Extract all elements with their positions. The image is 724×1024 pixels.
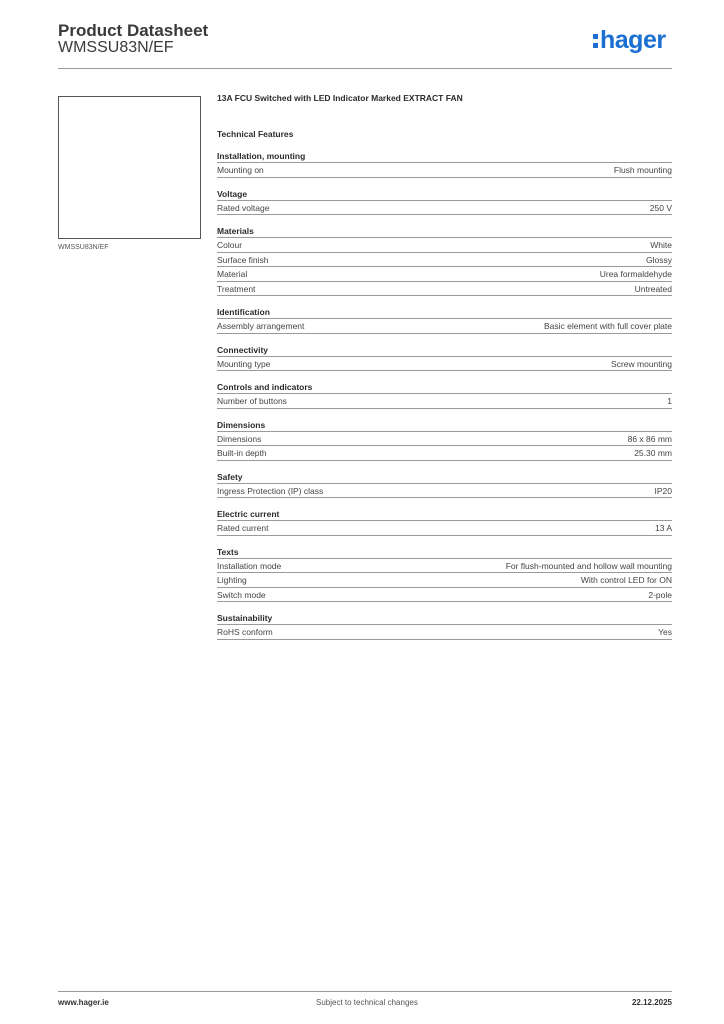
feature-sections [217,150,672,640]
content-column [217,93,672,640]
feature-row [217,253,672,268]
section-title: Voltage [217,188,672,201]
image-caption: WMSSU83N/EF [58,244,109,251]
feature-label: Number of buttons [217,396,287,406]
feature-value: Urea formaldehyde [599,269,672,279]
feature-section [217,419,672,461]
feature-row [217,394,672,409]
feature-value: IP20 [654,485,672,496]
section-title: Connectivity [217,344,672,357]
feature-section [217,546,672,603]
feature-label: Installation mode [217,560,282,571]
feature-row [217,521,672,536]
feature-row [217,588,672,603]
feature-label: Rated voltage [217,202,270,213]
feature-row [217,238,672,253]
feature-value: Glossy [646,254,672,265]
section-title: Installation, mounting [217,150,672,163]
section-title: Dimensions [217,419,672,432]
feature-row [217,559,672,574]
feature-value: Screw mounting [611,358,672,369]
feature-section [217,344,672,372]
hager-logo [593,28,666,53]
header-title: Product Datasheet [58,21,209,40]
section-title: Controls and indicators [217,381,672,394]
feature-row [217,484,672,499]
feature-value: 1 [667,396,672,406]
feature-row [217,432,672,447]
feature-label: RoHS conform [217,627,273,637]
product-image [58,96,201,239]
section-title: Sustainability [217,612,672,625]
feature-row [217,201,672,216]
footer-date: 22.12.2025 [631,998,672,1007]
feature-row [217,163,672,178]
feature-row [217,573,672,588]
feature-label: Mounting type [217,358,271,369]
feature-section [217,612,672,640]
header-subtitle: WMSSU83N/EF [58,39,174,56]
feature-value: With control LED for ON [580,575,672,585]
feature-label: Dimensions [217,433,262,444]
header-divider [58,68,672,69]
feature-value: 2-pole [648,589,672,600]
section-title: Materials [217,225,672,238]
feature-value: 250 V [649,202,672,213]
feature-row [217,357,672,372]
feature-value: Yes [658,627,672,637]
feature-label: Treatment [217,283,256,294]
feature-label: Lighting [217,575,247,585]
feature-section [217,188,672,216]
footer-website[interactable]: www.hager.ie [58,998,109,1007]
feature-label: Ingress Protection (IP) class [217,485,324,496]
section-title: Texts [217,546,672,559]
feature-row [217,319,672,334]
technical-features-heading: Technical Features [217,129,294,139]
footer-notice: Subject to technical changes [316,998,418,1007]
feature-value: Flush mounting [613,165,672,175]
feature-section [217,225,672,296]
feature-label: Colour [217,240,243,250]
feature-section [217,306,672,334]
feature-row [217,282,672,297]
feature-label: Mounting on [217,165,264,175]
feature-section [217,471,672,499]
feature-label: Built-in depth [217,448,267,458]
feature-row [217,625,672,640]
footer-divider [58,991,672,992]
feature-value: 25.30 mm [634,448,672,458]
feature-value: White [650,240,672,250]
section-title: Electric current [217,508,672,521]
logo-dots-icon [593,34,598,48]
feature-section [217,381,672,409]
feature-row [217,446,672,461]
feature-label: Material [217,269,248,279]
logo-text: hager [600,26,666,54]
section-title: Safety [217,471,672,484]
feature-label: Assembly arrangement [217,321,305,331]
section-title: Identification [217,306,672,319]
feature-value: Untreated [634,283,672,294]
feature-label: Rated current [217,523,269,533]
feature-value: Basic element with full cover plate [543,321,672,331]
feature-label: Switch mode [217,589,266,600]
feature-value: 86 x 86 mm [627,433,672,444]
product-name: 13A FCU Switched with LED Indicator Marked EXTRACT FAN [217,93,463,103]
feature-section [217,150,672,178]
feature-value: For flush-mounted and hollow wall mounting [505,560,672,571]
feature-label: Surface finish [217,254,269,265]
feature-row [217,267,672,282]
feature-section [217,508,672,536]
feature-value: 13 A [654,523,672,533]
